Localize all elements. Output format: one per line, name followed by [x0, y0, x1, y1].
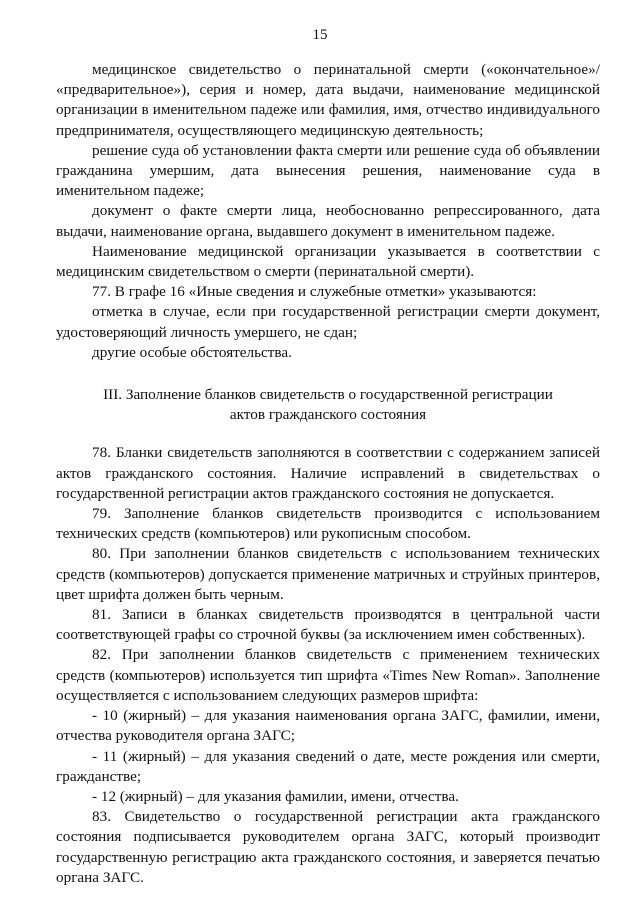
paragraph-court-decision: решение суда об установлении факта смерти или решение суда об объявлении гражданина умершим, дата вынесения решения, наименование суда в именительном падеже; [56, 141, 600, 200]
page-number: 15 [312, 27, 328, 43]
paragraph-repressed-document: документ о факте смерти лица, необоснованно репрессированного, дата выдачи, наименование органа, выдавшего документ в именительном падеже. [56, 202, 600, 240]
list-item-font-size-11: - 11 (жирный) – для указания сведений о дате, месте рождения или смерти, гражданстве; [56, 747, 600, 785]
document-body [56, 60, 600, 888]
section-heading: III. Заполнение бланков свидетельств о государственной регистрации актов гражданского состояния [103, 386, 553, 424]
paragraph-medical-organization-name: Наименование медицинской организации указывается в соответствии с медицинским свидетельством о смерти (перинатальной смерти). [56, 242, 600, 281]
list-item-font-size-10: - 10 (жирный) – для указания наименования органа ЗАГС, фамилии, имени, отчества руководителя органа ЗАГС; [56, 707, 600, 745]
paragraph-item-81: 81. Записи в бланках свидетельств производятся в центральной части соответствующей графы со строчной буквы (за исключением имен собственных). [56, 606, 600, 644]
paragraph-item-80: 80. При заполнении бланков свидетельств с использованием технических средств (компьютеров) допускается применение матричных и струйных принтеров, цвет шрифта должен быть черным. [56, 545, 600, 603]
paragraph-item-83: 83. Свидетельство о государственной регистрации акта гражданского состояния подписывается руководителем органа ЗАГС, который производит государственную регистрацию акта гражданского состояния, и заверяется печатью органа ЗАГС. [56, 808, 600, 886]
paragraph-item-78: 78. Бланки свидетельств заполняются в соответствии с содержанием записей актов гражданского состояния. Наличие исправлений в свидетельствах о государственной регистрации актов гражданского состояния не допускается. [56, 444, 600, 502]
paragraph-other-circumstances: другие особые обстоятельства. [92, 343, 292, 361]
paragraph-item-77: 77. В графе 16 «Иные сведения и служебные отметки» указываются: [92, 283, 537, 301]
paragraph-item-82: 82. При заполнении бланков свидетельств с применением технических средств (компьютеров) используется тип шрифта «Times New Roman». Заполнение осуществляется с использованием следующих размеров шрифта: [56, 646, 600, 704]
paragraph-identity-document-note: отметка в случае, если при государственной регистрации смерти документ, удостоверяющий личность умершего, не сдан; [56, 303, 600, 341]
paragraph-perinatal-certificate: медицинское свидетельство о перинатальной смерти («окончательное»/ «предварительное»), серия и номер, дата выдачи, наименование медицинской организации в именительном падеже или фамилия, имя, отчество индивидуального предпринимателя, осуществляющего медицинскую деятельность; [56, 61, 600, 139]
list-item-font-size-12: - 12 (жирный) – для указания фамилии, имени, отчества. [92, 787, 459, 805]
paragraph-item-79: 79. Заполнение бланков свидетельств производится с использованием технических средств (компьютеров) или рукописным способом. [56, 505, 600, 543]
